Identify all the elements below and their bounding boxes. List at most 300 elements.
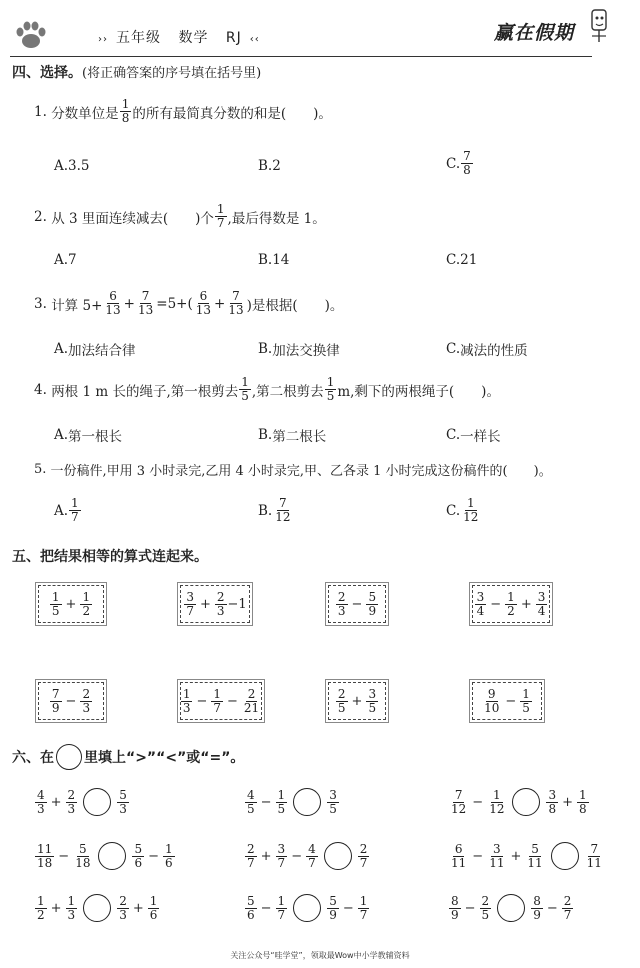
- fraction: [35, 843, 54, 870]
- denominator: 11: [527, 855, 543, 870]
- numerator: 3: [493, 841, 501, 856]
- option-c: [446, 339, 528, 359]
- fraction: [35, 789, 47, 816]
- option-a: [54, 497, 82, 524]
- numerator: 1: [216, 202, 225, 216]
- option-text: 第一根长: [68, 429, 123, 445]
- fraction: [358, 843, 370, 870]
- numerator: 3: [368, 686, 377, 701]
- denominator: 13: [228, 303, 244, 317]
- operator: −: [227, 693, 238, 709]
- denominator: 6: [247, 907, 255, 922]
- comparison-item: [34, 894, 160, 922]
- operator: +: [50, 900, 62, 916]
- comparison-item: [244, 788, 340, 816]
- fraction: [148, 895, 160, 922]
- fraction: [366, 591, 378, 618]
- numerator: 7: [232, 289, 240, 303]
- operator: −: [490, 596, 502, 612]
- question-2: [34, 203, 326, 230]
- denominator: 5: [277, 801, 286, 816]
- question-number: 2.: [34, 208, 47, 225]
- denominator: 3: [67, 801, 76, 816]
- numerator: 6: [109, 289, 117, 303]
- numerator: 4: [37, 787, 45, 802]
- option-label: B.: [258, 427, 273, 443]
- denominator: 18: [37, 855, 53, 870]
- numerator: 7: [141, 289, 150, 303]
- option-label: C.: [446, 502, 461, 519]
- fraction: [211, 688, 223, 715]
- numerator: 2: [119, 893, 127, 908]
- grade-label: 五年级: [116, 30, 161, 46]
- numerator: 1: [493, 787, 501, 802]
- denominator: 8: [463, 163, 471, 177]
- fraction: [276, 895, 288, 922]
- comparison-circle[interactable]: [551, 842, 579, 870]
- operator: −: [196, 693, 208, 709]
- fraction: [327, 789, 339, 816]
- denominator: 11: [586, 855, 602, 870]
- question-text: 一份稿件,甲用 3 小时录完,乙用 4 小时录完,甲、乙各录 1 小时完成这份稿件的( )。: [50, 464, 552, 479]
- fraction: [273, 497, 292, 524]
- numerator: 8: [533, 893, 541, 908]
- question-text: m,剩下的两根绳子( )。: [337, 383, 500, 400]
- question-text: )是根据( )。: [246, 297, 344, 314]
- operator: −: [351, 596, 363, 612]
- numerator: 7: [279, 496, 287, 510]
- numerator: 2: [247, 841, 255, 856]
- operator: −: [472, 848, 484, 864]
- option-b: [258, 158, 281, 174]
- mascot-icon: [586, 6, 612, 46]
- numerator: 5: [247, 893, 255, 908]
- fraction: [520, 688, 532, 715]
- edition-label: RJ: [225, 30, 242, 46]
- option-label: A.: [54, 502, 69, 519]
- operator: +: [65, 596, 77, 612]
- fraction: [50, 688, 62, 715]
- denominator: 7: [213, 700, 221, 715]
- denominator: 8: [121, 111, 130, 125]
- question-text: ,最后得数是 1。: [227, 210, 326, 227]
- denominator: 3: [67, 907, 76, 922]
- operator: −: [464, 900, 476, 916]
- operator: −: [58, 848, 70, 864]
- denominator: 7: [71, 510, 79, 524]
- comparison-circle[interactable]: [83, 788, 111, 816]
- section6-heading: 里填上“>”“<”或“=”。: [84, 750, 245, 766]
- numerator: 2: [82, 686, 91, 701]
- fraction: [117, 895, 129, 922]
- question-4: [34, 376, 500, 403]
- expression-box: [180, 585, 250, 623]
- denominator: 10: [484, 700, 500, 715]
- question-number: 5.: [34, 462, 47, 477]
- operator: −: [342, 900, 354, 916]
- fraction: [163, 843, 175, 870]
- numerator: 7: [463, 149, 471, 163]
- operator: −: [260, 794, 272, 810]
- operator: +: [562, 794, 574, 810]
- numerator: 1: [277, 787, 286, 802]
- denominator: 4: [537, 603, 546, 618]
- denominator: 21: [243, 700, 260, 715]
- fraction: [487, 789, 506, 816]
- fraction: [461, 150, 473, 177]
- fraction: [276, 789, 288, 816]
- fraction: [480, 895, 492, 922]
- comparison-item: [448, 788, 590, 816]
- operator: −: [148, 848, 160, 864]
- question-number: 4.: [34, 381, 47, 398]
- numerator: 1: [359, 893, 368, 908]
- numerator: 7: [454, 787, 463, 802]
- comparison-circle[interactable]: [497, 894, 525, 922]
- expression-box: [472, 585, 550, 623]
- fraction: [336, 688, 348, 715]
- footer-note: 关注公众号“哇学堂”，领取最Wow中小学教辅资料: [230, 951, 410, 960]
- fraction: [325, 376, 337, 403]
- denominator: 3: [216, 603, 225, 618]
- numerator: 1: [466, 496, 475, 510]
- option-a: [54, 425, 122, 445]
- denominator: 5: [337, 700, 346, 715]
- numerator: 6: [199, 289, 208, 303]
- option-b: [258, 252, 289, 268]
- denominator: 7: [308, 855, 316, 870]
- comparison-circle[interactable]: [512, 788, 540, 816]
- option-label: B.: [258, 158, 273, 174]
- denominator: 5: [241, 389, 249, 403]
- denominator: 5: [481, 907, 490, 922]
- fraction: [562, 895, 574, 922]
- option-label: A.: [54, 341, 69, 357]
- fraction: [531, 895, 543, 922]
- denominator: 9: [329, 907, 337, 922]
- option-label: B.: [258, 502, 273, 519]
- operator: +: [351, 693, 363, 709]
- fraction: [358, 895, 370, 922]
- question-text: =5+(: [156, 295, 193, 312]
- fraction: [505, 591, 517, 618]
- operator: +: [50, 794, 62, 810]
- option-text: 第二根长: [272, 429, 327, 445]
- denominator: 5: [329, 801, 337, 816]
- denominator: 7: [216, 216, 225, 230]
- numerator: 1: [165, 841, 173, 856]
- fraction: [585, 843, 604, 870]
- expression-box: [38, 585, 104, 623]
- question-5: [34, 460, 552, 479]
- denominator: 3: [182, 700, 191, 715]
- fraction: [449, 789, 468, 816]
- numerator: 1: [149, 893, 158, 908]
- section5-title: 五、把结果相等的算式连起来。: [12, 549, 208, 565]
- numerator: 1: [579, 787, 587, 802]
- denominator: 12: [489, 801, 505, 816]
- numerator: 2: [481, 893, 490, 908]
- option-c: [446, 425, 501, 445]
- expression-box: [180, 682, 262, 720]
- question-text: ,第二根剪去: [251, 383, 324, 400]
- option-text: 3.5: [68, 158, 90, 174]
- denominator: 7: [186, 603, 194, 618]
- denominator: 13: [195, 303, 212, 317]
- option-b: [258, 497, 294, 524]
- denominator: 8: [579, 801, 587, 816]
- fraction: [117, 789, 129, 816]
- comparison-item: [448, 894, 574, 922]
- operator: −: [472, 794, 484, 810]
- section6-title: [12, 744, 244, 770]
- comparison-circle[interactable]: [83, 894, 111, 922]
- option-label: C.: [446, 341, 461, 357]
- denominator: 3: [119, 907, 127, 922]
- numerator: 1: [121, 97, 130, 111]
- numerator: 8: [451, 893, 459, 908]
- numerator: 6: [454, 841, 463, 856]
- arrow-right-icon: ››: [98, 34, 108, 45]
- paw-icon: [14, 20, 48, 50]
- fraction: [482, 688, 501, 715]
- fraction: [276, 843, 288, 870]
- fraction: [245, 789, 257, 816]
- denominator: 8: [548, 801, 557, 816]
- question-text: 两根 1 m 长的绳子,第一根剪去: [51, 383, 239, 400]
- denominator: 3: [37, 801, 45, 816]
- fraction: [120, 98, 132, 125]
- fraction: [242, 688, 261, 715]
- numerator: 3: [186, 589, 194, 604]
- fraction: [226, 290, 245, 317]
- fraction: [366, 688, 378, 715]
- denominator: 6: [134, 855, 143, 870]
- numerator: 2: [247, 686, 256, 701]
- denominator: 3: [119, 801, 127, 816]
- option-label: B.: [258, 252, 273, 268]
- page-header: [0, 0, 640, 58]
- operator: +: [260, 848, 272, 864]
- header-divider: [10, 56, 592, 57]
- numerator: 1: [82, 589, 91, 604]
- option-b: [258, 425, 326, 445]
- numerator: 4: [308, 841, 316, 856]
- fraction: [536, 591, 548, 618]
- denominator: 11: [451, 855, 467, 870]
- fraction: [50, 591, 62, 618]
- numerator: 1: [67, 893, 76, 908]
- denominator: 6: [149, 907, 158, 922]
- denominator: 2: [37, 907, 45, 922]
- fraction: [336, 591, 348, 618]
- numerator: 1: [71, 496, 79, 510]
- option-text: 2: [272, 158, 281, 174]
- fraction: [245, 895, 257, 922]
- numerator: 7: [590, 841, 599, 856]
- numerator: 1: [213, 686, 221, 701]
- header-info: [90, 27, 268, 47]
- operator: −: [260, 900, 272, 916]
- denominator: 3: [82, 700, 91, 715]
- denominator: 9: [368, 603, 377, 618]
- fraction: [306, 843, 318, 870]
- expression-box: [38, 682, 104, 720]
- fraction: [239, 376, 251, 403]
- fraction: [103, 290, 122, 317]
- fraction: [245, 843, 257, 870]
- option-label: A.: [54, 158, 69, 174]
- question-number: 1.: [34, 103, 47, 120]
- denominator: 5: [368, 700, 377, 715]
- fraction: [136, 290, 155, 317]
- option-label: C.: [446, 427, 461, 443]
- denominator: 5: [247, 801, 255, 816]
- option-a: [54, 339, 136, 359]
- denominator: 7: [359, 907, 368, 922]
- fraction: [449, 843, 468, 870]
- section6-heading: 六、在: [12, 750, 54, 766]
- numerator: 1: [277, 893, 286, 908]
- fraction: [66, 895, 78, 922]
- fraction: [66, 789, 78, 816]
- fraction: [525, 843, 544, 870]
- fraction: [215, 591, 227, 618]
- option-label: A.: [54, 252, 69, 268]
- numerator: 1: [507, 589, 515, 604]
- operator: +: [510, 848, 522, 864]
- numerator: 1: [51, 589, 60, 604]
- option-text: 一样长: [460, 429, 501, 445]
- fraction: [69, 497, 81, 524]
- operator: −: [291, 848, 303, 864]
- expression-box: [328, 682, 386, 720]
- denominator: 12: [463, 510, 479, 524]
- numerator: 5: [368, 589, 377, 604]
- question-text: 分数单位是: [51, 105, 119, 122]
- subject-label: 数学: [178, 30, 209, 46]
- denominator: 13: [105, 303, 121, 317]
- numerator: 1: [182, 686, 191, 701]
- option-text: 21: [460, 252, 478, 268]
- denominator: 7: [277, 855, 286, 870]
- fraction: [80, 688, 92, 715]
- expression-box: [472, 682, 542, 720]
- denominator: 5: [51, 603, 60, 618]
- comparison-item: [448, 842, 605, 870]
- fraction: [327, 895, 339, 922]
- operator: −: [65, 693, 77, 709]
- denominator: 5: [522, 700, 530, 715]
- question-text: 从 3 里面连续减去( )个: [51, 210, 214, 227]
- denominator: 2: [82, 603, 91, 618]
- operator: −1: [227, 596, 247, 612]
- section4-note: (将正确答案的序号填在括号里): [82, 66, 262, 81]
- question-1: [34, 98, 332, 125]
- operator: +: [199, 596, 211, 612]
- numerator: 2: [216, 589, 225, 604]
- comparison-item: [34, 842, 176, 870]
- denominator: 7: [563, 907, 572, 922]
- option-text: 加法结合律: [68, 343, 136, 359]
- numerator: 1: [326, 375, 335, 389]
- operator: +: [132, 900, 144, 916]
- numerator: 4: [247, 787, 255, 802]
- option-label: C.: [446, 252, 461, 268]
- fraction: [577, 789, 589, 816]
- denominator: 9: [451, 907, 459, 922]
- option-text: 7: [68, 252, 77, 268]
- section4-heading: 四、选择。: [12, 65, 82, 81]
- numerator: 3: [548, 787, 557, 802]
- comparison-item: [34, 788, 130, 816]
- fraction: [80, 591, 92, 618]
- question-number: 3.: [34, 295, 47, 312]
- numerator: 2: [337, 686, 346, 701]
- fraction: [194, 290, 213, 317]
- option-a: [54, 252, 77, 268]
- numerator: 2: [563, 893, 572, 908]
- denominator: 9: [51, 700, 60, 715]
- numerator: 1: [522, 686, 530, 701]
- comparison-circle[interactable]: [293, 788, 321, 816]
- fraction: [487, 843, 506, 870]
- option-label: A.: [54, 427, 69, 443]
- numerator: 5: [329, 893, 337, 908]
- numerator: 1: [241, 375, 249, 389]
- numerator: 3: [277, 841, 286, 856]
- numerator: 3: [537, 589, 546, 604]
- operator: −: [546, 900, 558, 916]
- comparison-circle[interactable]: [98, 842, 126, 870]
- comparison-circle[interactable]: [324, 842, 352, 870]
- numerator: 3: [476, 589, 485, 604]
- numerator: 11: [37, 841, 53, 856]
- denominator: 7: [277, 907, 286, 922]
- brand-logo: 赢在假期: [494, 22, 575, 44]
- numerator: 2: [359, 841, 368, 856]
- option-b: [258, 339, 340, 359]
- operator: +: [214, 295, 226, 312]
- fraction: [73, 843, 92, 870]
- comparison-item: [244, 842, 370, 870]
- denominator: 5: [326, 389, 335, 403]
- denominator: 12: [275, 510, 291, 524]
- numerator: 2: [67, 787, 76, 802]
- fraction: [475, 591, 487, 618]
- fraction: [215, 203, 227, 230]
- numerator: 3: [329, 787, 337, 802]
- section4-title: [12, 62, 261, 82]
- operator: +: [123, 295, 135, 312]
- operator: −: [505, 693, 517, 709]
- option-text: 加法交换律: [272, 343, 340, 359]
- denominator: 7: [247, 855, 255, 870]
- circle-icon: [56, 744, 82, 770]
- numerator: 5: [79, 841, 87, 856]
- denominator: 3: [337, 603, 346, 618]
- option-label: B.: [258, 341, 273, 357]
- comparison-circle[interactable]: [293, 894, 321, 922]
- fraction: [132, 843, 144, 870]
- numerator: 5: [119, 787, 127, 802]
- denominator: 12: [451, 801, 467, 816]
- numerator: 7: [51, 686, 60, 701]
- expression-box: [328, 585, 386, 623]
- option-text: 减法的性质: [460, 343, 528, 359]
- option-a: [54, 158, 90, 174]
- question-text: 的所有最简真分数的和是( )。: [132, 105, 332, 122]
